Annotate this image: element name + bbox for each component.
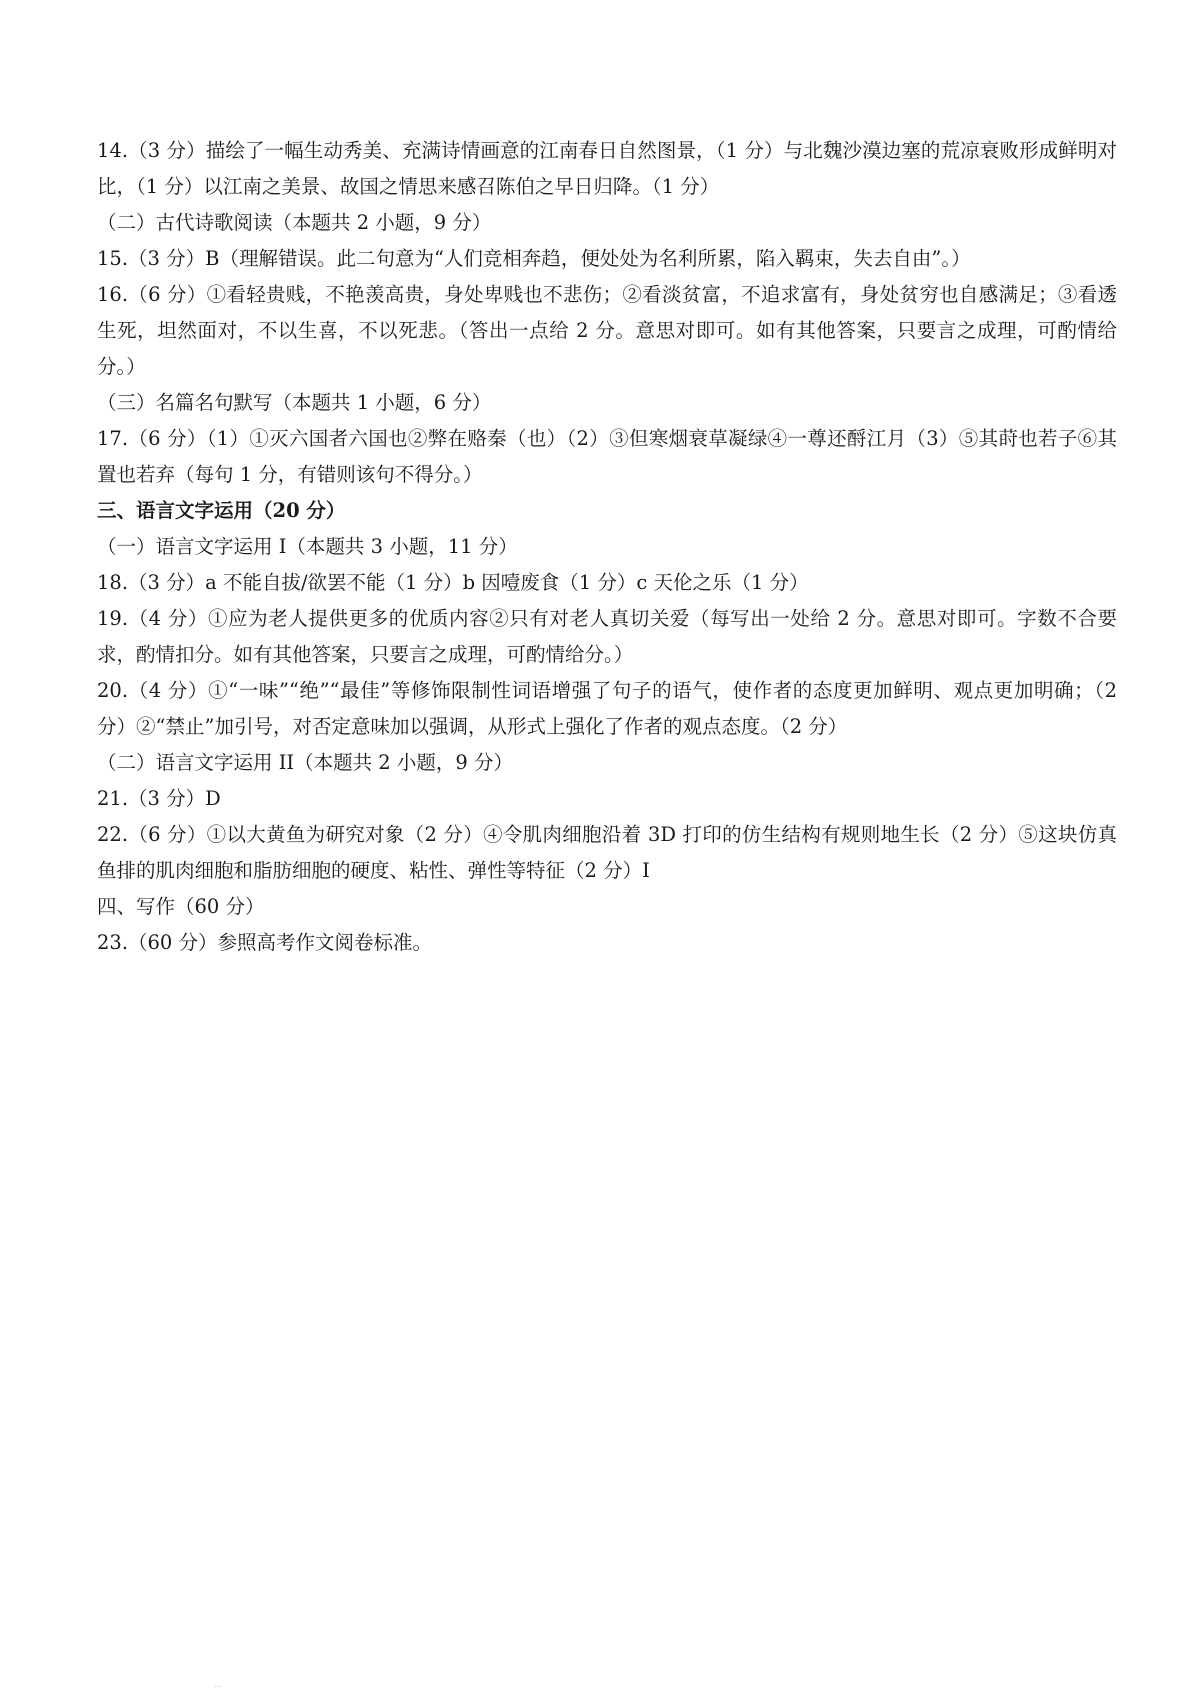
section-heading-language-use-1: （一）语言文字运用 I（本题共 3 小题，11 分） <box>97 535 518 558</box>
section-heading-language-use-2: （二）语言文字运用 II（本题共 2 小题，9 分） <box>97 751 514 774</box>
answer-q21: 21.（3 分）D <box>97 787 221 810</box>
answer-q18: 18.（3 分）a 不能自拔/欲罢不能（1 分）b 因噎废食（1 分）c 天伦之乐（1 分） <box>97 571 809 594</box>
answer-q22: 22.（6 分）①以大黄鱼为研究对象（2 分）④令肌肉细胞沿着 3D 打印的仿生结构有规则地生长（2 分）⑤这块仿真鱼排的肌肉细胞和脂肪细胞的硬度、粘性、弹性等特征（2 分）Ⅰ <box>97 823 1117 882</box>
section-heading-language-use: 三、语言文字运用（20 分） <box>97 499 346 522</box>
answer-q14: 14.（3 分）描绘了一幅生动秀美、充满诗情画意的江南春日自然图景，（1 分）与北魏沙漠边塞的荒凉衰败形成鲜明对比，（1 分）以江南之美景、故国之情思来感召陈伯之早日归降。（1 分） <box>97 139 1117 198</box>
section-heading-famous-lines: （三）名篇名句默写（本题共 1 小题，6 分） <box>97 391 492 414</box>
footer-mark: ... <box>214 1680 222 1689</box>
answer-q15: 15.（3 分）B（理解错误。此二句意为“人们竞相奔趋，便处处为名利所累，陷入羁束，失去自由”。） <box>97 247 971 270</box>
answer-q16: 16.（6 分）①看轻贵贱，不艳羡高贵，身处卑贱也不悲伤；②看淡贫富，不追求富有，身处贫穷也自感满足；③看透生死，坦然面对，不以生喜，不以死悲。（答出一点给 2 分。意思对即可。如有其他答案，只要言之成理，可酌情给分。） <box>97 283 1117 378</box>
answer-q20: 20.（4 分）①“一味”“绝”“最佳”等修饰限制性词语增强了句子的语气，使作者的态度更加鲜明、观点更加明确；（2 分）②“禁止”加引号，对否定意味加以强调，从形式上强化了作者的观点态度。（2 分） <box>97 679 1117 738</box>
section-heading-ancient-poetry: （二）古代诗歌阅读（本题共 2 小题，9 分） <box>97 211 492 234</box>
section-heading-writing: 四、写作（60 分） <box>97 895 265 918</box>
answer-q23: 23.（60 分）参照高考作文阅卷标准。 <box>97 931 433 954</box>
answer-q19: 19.（4 分）①应为老人提供更多的优质内容②只有对老人真切关爱（每写出一处给 2 分。意思对即可。字数不合要求，酌情扣分。如有其他答案，只要言之成理，可酌情给分。） <box>97 607 1117 666</box>
answer-q17: 17.（6 分）（1）①灭六国者六国也②弊在赂秦（也）（2）③但寒烟衰草凝绿④一尊还酹江月（3）⑤其莳也若子⑥其置也若弃（每句 1 分，有错则该句不得分。） <box>97 427 1117 486</box>
answer-key-content <box>97 133 1117 961</box>
